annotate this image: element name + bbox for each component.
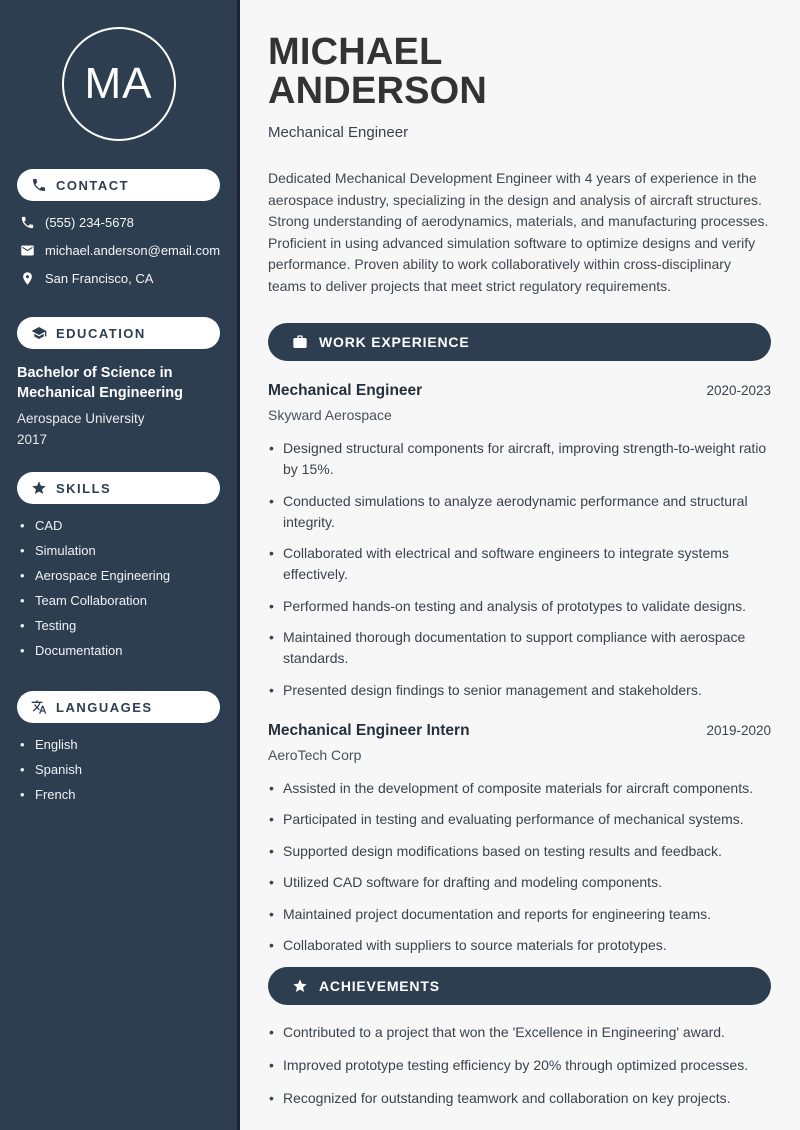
achievement-bullet: • Contributed to a project that won the 'Excellence in Engineering' award. [268, 1022, 771, 1043]
work-experience-section-header [268, 323, 771, 361]
professional-summary: Dedicated Mechanical Development Engineer with 4 years of experience in the aerospace industry, specializing in the design and analysis of aircraft structures. Strong understanding of aerodynamics, materials, and manufacturing processes. Proficient in using advanced simulation software to optimize designs and verify performance. Proven ability to work collaboratively within cross-disciplinary teams to deliver projects that meet strict regulatory requirements. [268, 170, 769, 294]
translate-icon [31, 699, 47, 715]
candidate-last-name: ANDERSON [268, 70, 488, 112]
contact-location-row [20, 271, 221, 286]
job-bullet: • Utilized CAD software for drafting and modeling components. [268, 872, 771, 893]
education-degree: Bachelor of Science in Mechanical Engineering [17, 365, 183, 401]
main-content [240, 0, 800, 1130]
star-icon [31, 480, 47, 496]
skills-list [20, 517, 221, 667]
contact-email-row [20, 243, 221, 258]
candidate-name [268, 33, 771, 111]
star-icon [292, 978, 308, 994]
education-section-title: EDUCATION [56, 325, 146, 341]
work-experience-section-title: WORK EXPERIENCE [319, 334, 470, 350]
skill-item: • Aerospace Engineering [20, 567, 221, 592]
job-header [268, 722, 771, 740]
skills-section-title: SKILLS [56, 480, 112, 496]
contact-list [20, 215, 221, 286]
job-bullet: • Performed hands-on testing and analysis of prototypes to validate designs. [268, 596, 771, 617]
contact-location-value: San Francisco, CA [45, 271, 154, 286]
job-entry [268, 382, 771, 701]
location-pin-icon [20, 271, 35, 286]
skill-item: • Testing [20, 617, 221, 642]
graduation-cap-icon [31, 325, 47, 341]
job-bullet: • Maintained thorough documentation to support compliance with aerospace standards. [268, 627, 771, 669]
job-title: Mechanical Engineer Intern [268, 721, 470, 739]
job-bullet: • Designed structural components for aircraft, improving strength-to-weight ratio by 15%. [268, 438, 771, 480]
contact-email-value: michael.anderson@email.com [45, 243, 221, 258]
contact-phone-row [20, 215, 221, 230]
job-bullet: • Presented design findings to senior management and stakeholders. [268, 680, 771, 701]
education-year: 2017 [17, 432, 48, 447]
achievement-bullet: • Recognized for outstanding teamwork and collaboration on key projects. [268, 1088, 771, 1109]
languages-section-header [17, 691, 220, 723]
job-company: Skyward Aerospace [268, 407, 392, 423]
skill-item: • Team Collaboration [20, 592, 221, 617]
education-school: Aerospace University [17, 411, 145, 426]
candidate-job-title: Mechanical Engineer [268, 124, 409, 141]
job-entry [268, 722, 771, 957]
language-item: • English [20, 736, 221, 761]
achievements-section-title: ACHIEVEMENTS [319, 977, 440, 994]
candidate-first-name: MICHAEL [268, 31, 443, 73]
job-bullet: • Supported design modifications based on testing results and feedback. [268, 841, 771, 862]
education-entry [17, 364, 221, 447]
briefcase-icon [292, 334, 308, 350]
skill-item: • Simulation [20, 542, 221, 567]
contact-phone-value: (555) 234-5678 [45, 215, 134, 230]
languages-section-title: LANGUAGES [56, 699, 153, 715]
contact-section-header [17, 169, 220, 201]
contact-section-title: CONTACT [56, 177, 130, 193]
skills-section-header [17, 472, 220, 504]
job-bullet: • Assisted in the development of composite materials for aircraft components. [268, 778, 771, 799]
language-item: • Spanish [20, 761, 221, 786]
avatar [62, 27, 176, 141]
languages-list [20, 736, 221, 811]
job-bullet-list [268, 778, 771, 957]
phone-icon [20, 215, 35, 230]
job-header [268, 382, 771, 400]
skill-item: • CAD [20, 517, 221, 542]
job-bullet-list [268, 438, 771, 701]
achievement-bullet: • Improved prototype testing efficiency by 20% through optimized processes. [268, 1055, 771, 1076]
job-dates: 2020-2023 [706, 383, 771, 398]
job-title: Mechanical Engineer [268, 382, 423, 399]
job-company: AeroTech Corp [268, 746, 362, 763]
job-bullet: • Collaborated with suppliers to source materials for prototypes. [268, 935, 771, 956]
phone-icon [31, 177, 47, 193]
email-icon [20, 243, 35, 258]
language-item: • French [20, 786, 221, 811]
sidebar [0, 0, 240, 1130]
job-bullet: • Participated in testing and evaluating performance of mechanical systems. [268, 809, 771, 830]
job-bullet: • Collaborated with electrical and software engineers to integrate systems effectively. [268, 543, 771, 585]
job-bullet: • Conducted simulations to analyze aerodynamic performance and structural integrity. [268, 491, 771, 533]
avatar-initials: MA [84, 59, 153, 108]
achievements-list [268, 1022, 771, 1109]
education-section-header [17, 317, 220, 349]
job-dates: 2019-2020 [706, 722, 771, 738]
achievements-section-header [268, 967, 771, 1005]
skill-item: • Documentation [20, 642, 221, 667]
job-bullet: • Maintained project documentation and reports for engineering teams. [268, 904, 771, 925]
